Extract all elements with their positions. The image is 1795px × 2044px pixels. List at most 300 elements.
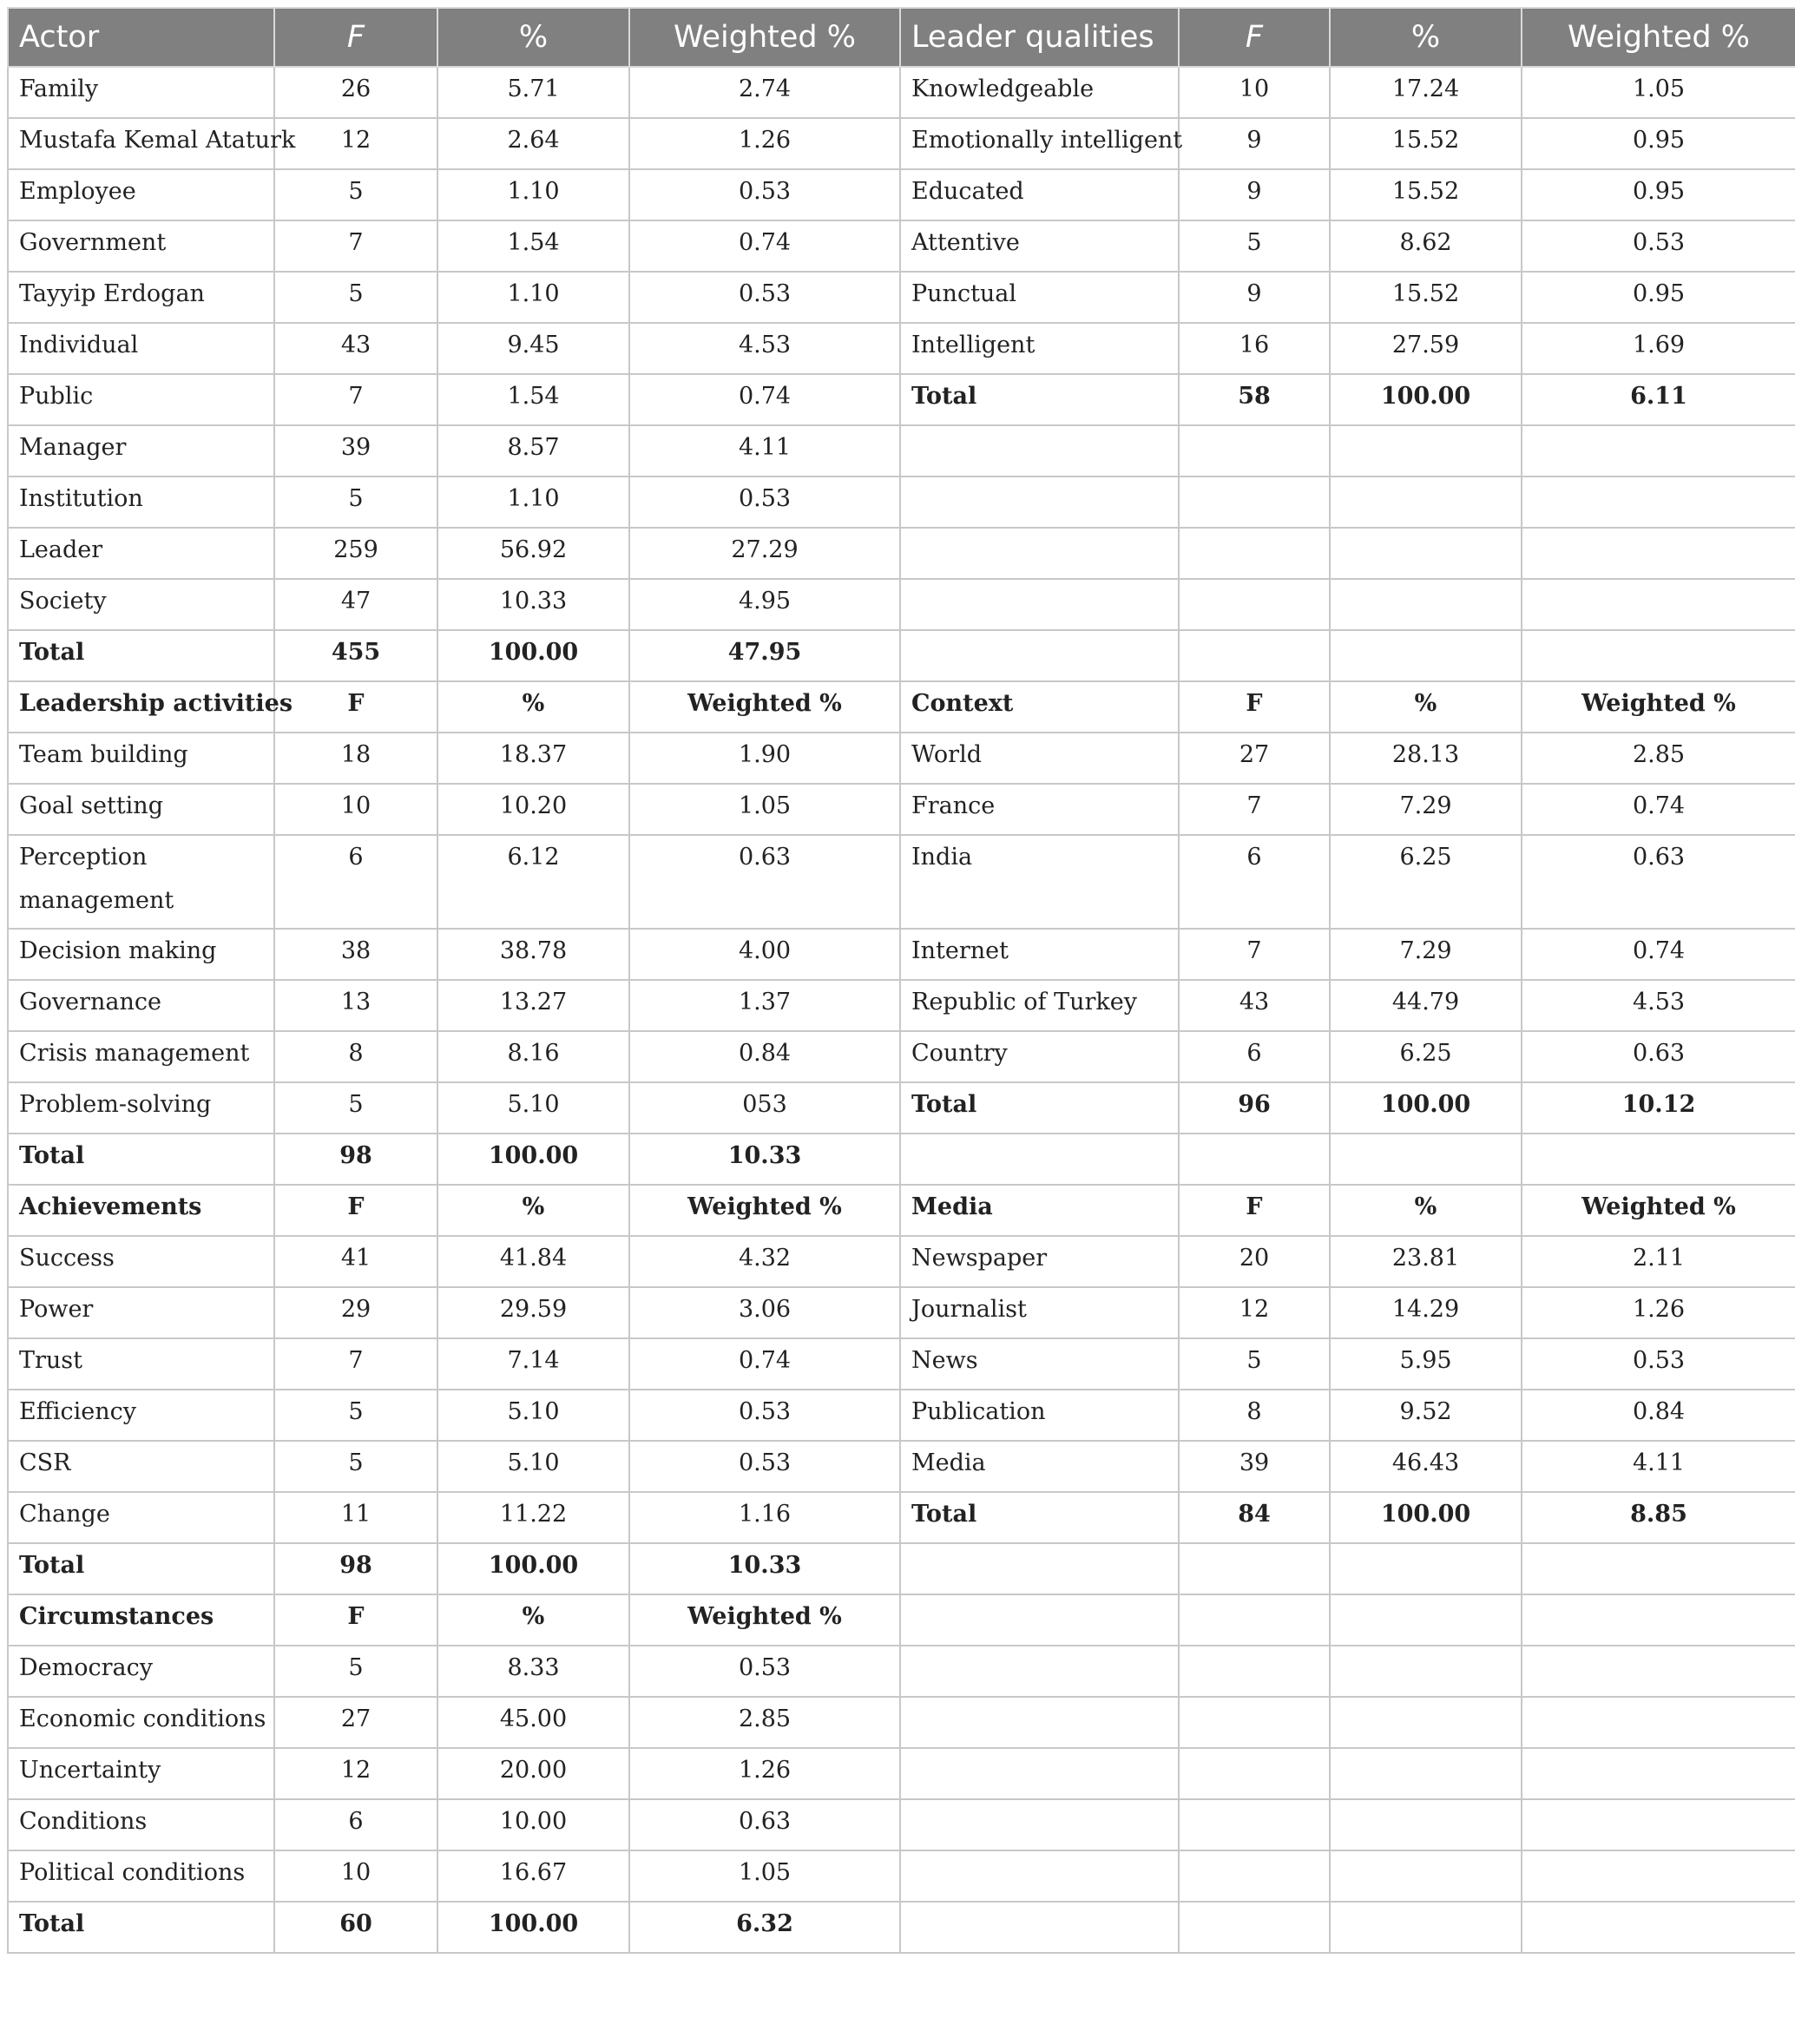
value-cell: 96 [1179,1082,1330,1134]
value-cell: 7.29 [1330,929,1522,980]
value-cell: 7.29 [1330,784,1522,835]
row-label-cell: Decision making [8,929,274,980]
header-f: F [274,8,437,67]
value-cell: 8.85 [1522,1492,1795,1543]
value-cell: 6 [274,835,437,929]
value-cell: 46.43 [1330,1441,1522,1492]
value-cell: 053 [629,1082,900,1134]
value-cell: % [437,1594,629,1646]
value-cell: 12 [1179,1287,1330,1338]
value-cell: 7 [1179,784,1330,835]
value-cell [1179,1646,1330,1697]
table-row [8,118,1795,169]
row-label-cell: Country [900,1031,1179,1082]
header-f: F [1179,8,1330,67]
table-row [8,784,1795,835]
value-cell: 1.90 [629,733,900,784]
value-cell: 16 [1179,323,1330,374]
value-cell: 4.53 [629,323,900,374]
row-label-cell: Media [900,1441,1179,1492]
value-cell: 43 [1179,980,1330,1031]
value-cell: 1.10 [437,476,629,528]
row-label-cell: Crisis management [8,1031,274,1082]
value-cell: 100.00 [437,630,629,681]
value-cell: 10 [274,784,437,835]
value-cell: Weighted % [1522,681,1795,733]
value-cell: 38 [274,929,437,980]
row-label-cell: Change [8,1492,274,1543]
table-header [8,8,1795,67]
value-cell: 7 [274,220,437,272]
row-label-cell: Family [8,67,274,118]
value-cell: 10.12 [1522,1082,1795,1134]
value-cell: 4.95 [629,579,900,630]
value-cell: 20 [1179,1236,1330,1287]
value-cell: 0.53 [629,1646,900,1697]
header-leader-qualities: Leader qualities [900,8,1179,67]
row-label-cell [900,1543,1179,1594]
value-cell: 100.00 [437,1902,629,1953]
row-label-cell: Leader [8,528,274,579]
table-row [8,1082,1795,1134]
row-label-cell: Publication [900,1390,1179,1441]
value-cell: 17.24 [1330,67,1522,118]
table-row [8,1441,1795,1492]
row-label-cell: Political conditions [8,1850,274,1902]
value-cell: 1.26 [1522,1287,1795,1338]
value-cell: 16.67 [437,1850,629,1902]
value-cell: 0.74 [1522,929,1795,980]
value-cell: 5 [274,1390,437,1441]
table-row [8,374,1795,425]
row-label-cell [900,425,1179,476]
value-cell: 12 [274,118,437,169]
row-label-cell: CSR [8,1441,274,1492]
value-cell: 29.59 [437,1287,629,1338]
value-cell [1330,425,1522,476]
table-row [8,1748,1795,1799]
header-percent: % [437,8,629,67]
row-label-cell: Media [900,1185,1179,1236]
row-label-cell: Institution [8,476,274,528]
value-cell [1330,528,1522,579]
value-cell: 1.37 [629,980,900,1031]
row-label-cell: World [900,733,1179,784]
value-cell: 1.05 [629,784,900,835]
value-cell: Weighted % [629,1185,900,1236]
header-actor: Actor [8,8,274,67]
row-label-cell: Trust [8,1338,274,1390]
row-label-cell: Circumstances [8,1594,274,1646]
value-cell: 7 [1179,929,1330,980]
value-cell [1330,476,1522,528]
row-label-cell: Total [8,1543,274,1594]
value-cell: 14.29 [1330,1287,1522,1338]
value-cell: 2.74 [629,67,900,118]
row-label-cell [900,1594,1179,1646]
value-cell: 3.06 [629,1287,900,1338]
value-cell: 18 [274,733,437,784]
value-cell [1179,1748,1330,1799]
row-label-cell: India [900,835,1179,929]
value-cell [1179,476,1330,528]
row-label-cell: Emotionally intelligent [900,118,1179,169]
value-cell: 6 [274,1799,437,1850]
value-cell: 0.63 [629,835,900,929]
row-label-cell: Attentive [900,220,1179,272]
row-label-cell: News [900,1338,1179,1390]
value-cell [1179,1543,1330,1594]
value-cell: 11.22 [437,1492,629,1543]
table-row [8,323,1795,374]
value-cell: 5 [274,169,437,220]
value-cell: 2.85 [1522,733,1795,784]
row-label-cell: Society [8,579,274,630]
table-row [8,1338,1795,1390]
value-cell: 98 [274,1543,437,1594]
value-cell: 15.52 [1330,272,1522,323]
row-label-cell: Success [8,1236,274,1287]
value-cell [1179,1594,1330,1646]
value-cell: 7 [274,1338,437,1390]
table-row [8,1031,1795,1082]
value-cell [1522,1543,1795,1594]
row-label-cell [900,528,1179,579]
row-label-cell: Tayyip Erdogan [8,272,274,323]
value-cell: 6.32 [629,1902,900,1953]
row-label-cell: Goal setting [8,784,274,835]
value-cell: 1.54 [437,220,629,272]
value-cell: 0.53 [1522,220,1795,272]
value-cell [1179,1799,1330,1850]
row-label-cell: Mustafa Kemal Ataturk [8,118,274,169]
row-label-cell [900,1646,1179,1697]
value-cell: 15.52 [1330,118,1522,169]
value-cell: 8 [274,1031,437,1082]
value-cell: 47 [274,579,437,630]
value-cell: % [1330,681,1522,733]
value-cell: 43 [274,323,437,374]
value-cell [1522,1594,1795,1646]
value-cell: 13.27 [437,980,629,1031]
value-cell: 12 [274,1748,437,1799]
row-label-cell [900,1799,1179,1850]
row-label-cell: Total [8,630,274,681]
value-cell: 6.12 [437,835,629,929]
table-row [8,1543,1795,1594]
value-cell: 0.95 [1522,272,1795,323]
table-row [8,1287,1795,1338]
row-label-cell: Total [900,1082,1179,1134]
value-cell [1522,1748,1795,1799]
value-cell: 5.10 [437,1082,629,1134]
table-row [8,980,1795,1031]
value-cell [1522,1799,1795,1850]
value-cell: 0.63 [1522,1031,1795,1082]
value-cell: 6 [1179,1031,1330,1082]
value-cell: 0.95 [1522,118,1795,169]
row-label-cell: Problem-solving [8,1082,274,1134]
row-label-cell: Employee [8,169,274,220]
row-label-cell: Republic of Turkey [900,980,1179,1031]
value-cell: 56.92 [437,528,629,579]
table-row [8,272,1795,323]
row-label-cell: Power [8,1287,274,1338]
value-cell: 26 [274,67,437,118]
table-row [8,733,1795,784]
value-cell [1522,425,1795,476]
value-cell: % [437,1185,629,1236]
value-cell: 2.64 [437,118,629,169]
value-cell: Weighted % [629,1594,900,1646]
value-cell: 2.85 [629,1697,900,1748]
table-row [8,1390,1795,1441]
value-cell: 4.53 [1522,980,1795,1031]
value-cell: 6.11 [1522,374,1795,425]
value-cell: 0.53 [629,1390,900,1441]
value-cell [1330,1134,1522,1185]
table-row [8,425,1795,476]
value-cell: 0.74 [1522,784,1795,835]
value-cell: 0.74 [629,1338,900,1390]
value-cell: 9.52 [1330,1390,1522,1441]
value-cell [1179,1850,1330,1902]
value-cell: 23.81 [1330,1236,1522,1287]
table-row [8,476,1795,528]
value-cell: 4.00 [629,929,900,980]
table-row [8,929,1795,980]
value-cell [1522,1902,1795,1953]
row-label-cell: Perception management [8,835,274,929]
value-cell: 0.53 [629,1441,900,1492]
frequency-table [7,7,1795,1954]
value-cell: 5 [274,272,437,323]
value-cell: 5 [274,1082,437,1134]
value-cell [1179,528,1330,579]
value-cell: 9.45 [437,323,629,374]
table-row [8,1134,1795,1185]
table-row [8,579,1795,630]
value-cell: 5.71 [437,67,629,118]
value-cell [1522,476,1795,528]
value-cell: 8.33 [437,1646,629,1697]
value-cell [1522,1646,1795,1697]
table-row [8,1594,1795,1646]
row-label-cell [900,476,1179,528]
value-cell: 1.26 [629,1748,900,1799]
value-cell: 5 [274,1441,437,1492]
row-label-cell: Total [8,1134,274,1185]
value-cell: 100.00 [1330,1082,1522,1134]
table-body [8,67,1795,1953]
row-label-cell [900,1850,1179,1902]
value-cell [1330,1543,1522,1594]
table-row [8,1902,1795,1953]
value-cell: 6.25 [1330,1031,1522,1082]
row-label-cell: Individual [8,323,274,374]
value-cell: 7.14 [437,1338,629,1390]
value-cell: 0.74 [629,374,900,425]
value-cell [1522,1134,1795,1185]
value-cell [1179,630,1330,681]
value-cell [1330,1646,1522,1697]
value-cell [1179,1902,1330,1953]
value-cell: F [274,1594,437,1646]
value-cell: 39 [1179,1441,1330,1492]
value-cell: 0.53 [1522,1338,1795,1390]
header-weighted-percent: Weighted % [629,8,900,67]
value-cell: F [1179,681,1330,733]
table-row [8,630,1795,681]
value-cell: 0.84 [1522,1390,1795,1441]
table-row [8,528,1795,579]
value-cell: 0.63 [629,1799,900,1850]
value-cell: 29 [274,1287,437,1338]
value-cell [1522,630,1795,681]
row-label-cell: Manager [8,425,274,476]
value-cell: 41.84 [437,1236,629,1287]
row-label-cell: Economic conditions [8,1697,274,1748]
value-cell: 39 [274,425,437,476]
value-cell: 1.54 [437,374,629,425]
row-label-cell: Government [8,220,274,272]
value-cell: 10.33 [629,1543,900,1594]
value-cell: 0.53 [629,272,900,323]
value-cell: 1.16 [629,1492,900,1543]
value-cell: 6 [1179,835,1330,929]
row-label-cell: Total [8,1902,274,1953]
value-cell: 10.33 [437,579,629,630]
row-label-cell: Efficiency [8,1390,274,1441]
value-cell: 0.74 [629,220,900,272]
value-cell: 27.59 [1330,323,1522,374]
value-cell: 7 [274,374,437,425]
value-cell: 10.33 [629,1134,900,1185]
value-cell: F [274,1185,437,1236]
row-label-cell: Uncertainty [8,1748,274,1799]
row-label-cell: Conditions [8,1799,274,1850]
value-cell: 4.11 [629,425,900,476]
row-label-cell: Achievements [8,1185,274,1236]
value-cell [1330,1697,1522,1748]
value-cell: 10.20 [437,784,629,835]
row-label-cell: Governance [8,980,274,1031]
value-cell: 1.69 [1522,323,1795,374]
value-cell: 11 [274,1492,437,1543]
value-cell: 100.00 [437,1134,629,1185]
value-cell: 1.05 [1522,67,1795,118]
value-cell: 5.10 [437,1441,629,1492]
value-cell: 38.78 [437,929,629,980]
value-cell: 20.00 [437,1748,629,1799]
value-cell: 28.13 [1330,733,1522,784]
value-cell: 5 [274,1646,437,1697]
row-label-cell: Knowledgeable [900,67,1179,118]
row-label-cell: Total [900,374,1179,425]
row-label-cell [900,1134,1179,1185]
value-cell: 100.00 [437,1543,629,1594]
value-cell: 100.00 [1330,374,1522,425]
table-row [8,1697,1795,1748]
value-cell [1179,425,1330,476]
value-cell: 5 [1179,220,1330,272]
value-cell [1522,579,1795,630]
value-cell: 45.00 [437,1697,629,1748]
value-cell: 58 [1179,374,1330,425]
value-cell [1522,1850,1795,1902]
value-cell: 10 [1179,67,1330,118]
value-cell: 8 [1179,1390,1330,1441]
table-row [8,1185,1795,1236]
row-label-cell [900,1902,1179,1953]
value-cell: 10.00 [437,1799,629,1850]
value-cell [1330,630,1522,681]
row-label-cell: Newspaper [900,1236,1179,1287]
value-cell [1330,1748,1522,1799]
value-cell: 1.10 [437,272,629,323]
value-cell [1522,528,1795,579]
table-row [8,1492,1795,1543]
header-percent: % [1330,8,1522,67]
value-cell: % [1330,1185,1522,1236]
value-cell: 18.37 [437,733,629,784]
value-cell: 0.53 [629,169,900,220]
row-label-cell: Leadership activities [8,681,274,733]
row-label-cell [900,1748,1179,1799]
value-cell: 98 [274,1134,437,1185]
value-cell: 47.95 [629,630,900,681]
row-label-cell: Public [8,374,274,425]
value-cell: 44.79 [1330,980,1522,1031]
value-cell: 10 [274,1850,437,1902]
value-cell: Weighted % [629,681,900,733]
value-cell: 5.95 [1330,1338,1522,1390]
table-row [8,220,1795,272]
value-cell: 0.95 [1522,169,1795,220]
value-cell: 2.11 [1522,1236,1795,1287]
table-row [8,681,1795,733]
header-row [8,8,1795,67]
value-cell [1330,1594,1522,1646]
row-label-cell: Journalist [900,1287,1179,1338]
value-cell: 1.26 [629,118,900,169]
value-cell: 15.52 [1330,169,1522,220]
row-label-cell: Democracy [8,1646,274,1697]
value-cell: 0.63 [1522,835,1795,929]
table-row [8,835,1795,929]
value-cell: 8.62 [1330,220,1522,272]
value-cell: 27 [274,1697,437,1748]
table-row [8,169,1795,220]
value-cell: 8.57 [437,425,629,476]
row-label-cell [900,579,1179,630]
value-cell: 8.16 [437,1031,629,1082]
value-cell: 9 [1179,118,1330,169]
table-row [8,67,1795,118]
value-cell: 5 [274,476,437,528]
value-cell: 9 [1179,169,1330,220]
value-cell: 4.32 [629,1236,900,1287]
value-cell: 1.10 [437,169,629,220]
value-cell: 0.53 [629,476,900,528]
row-label-cell [900,1697,1179,1748]
row-label-cell: Context [900,681,1179,733]
value-cell: 27.29 [629,528,900,579]
value-cell: Weighted % [1522,1185,1795,1236]
value-cell: 13 [274,980,437,1031]
value-cell: 5.10 [437,1390,629,1441]
table-row [8,1236,1795,1287]
